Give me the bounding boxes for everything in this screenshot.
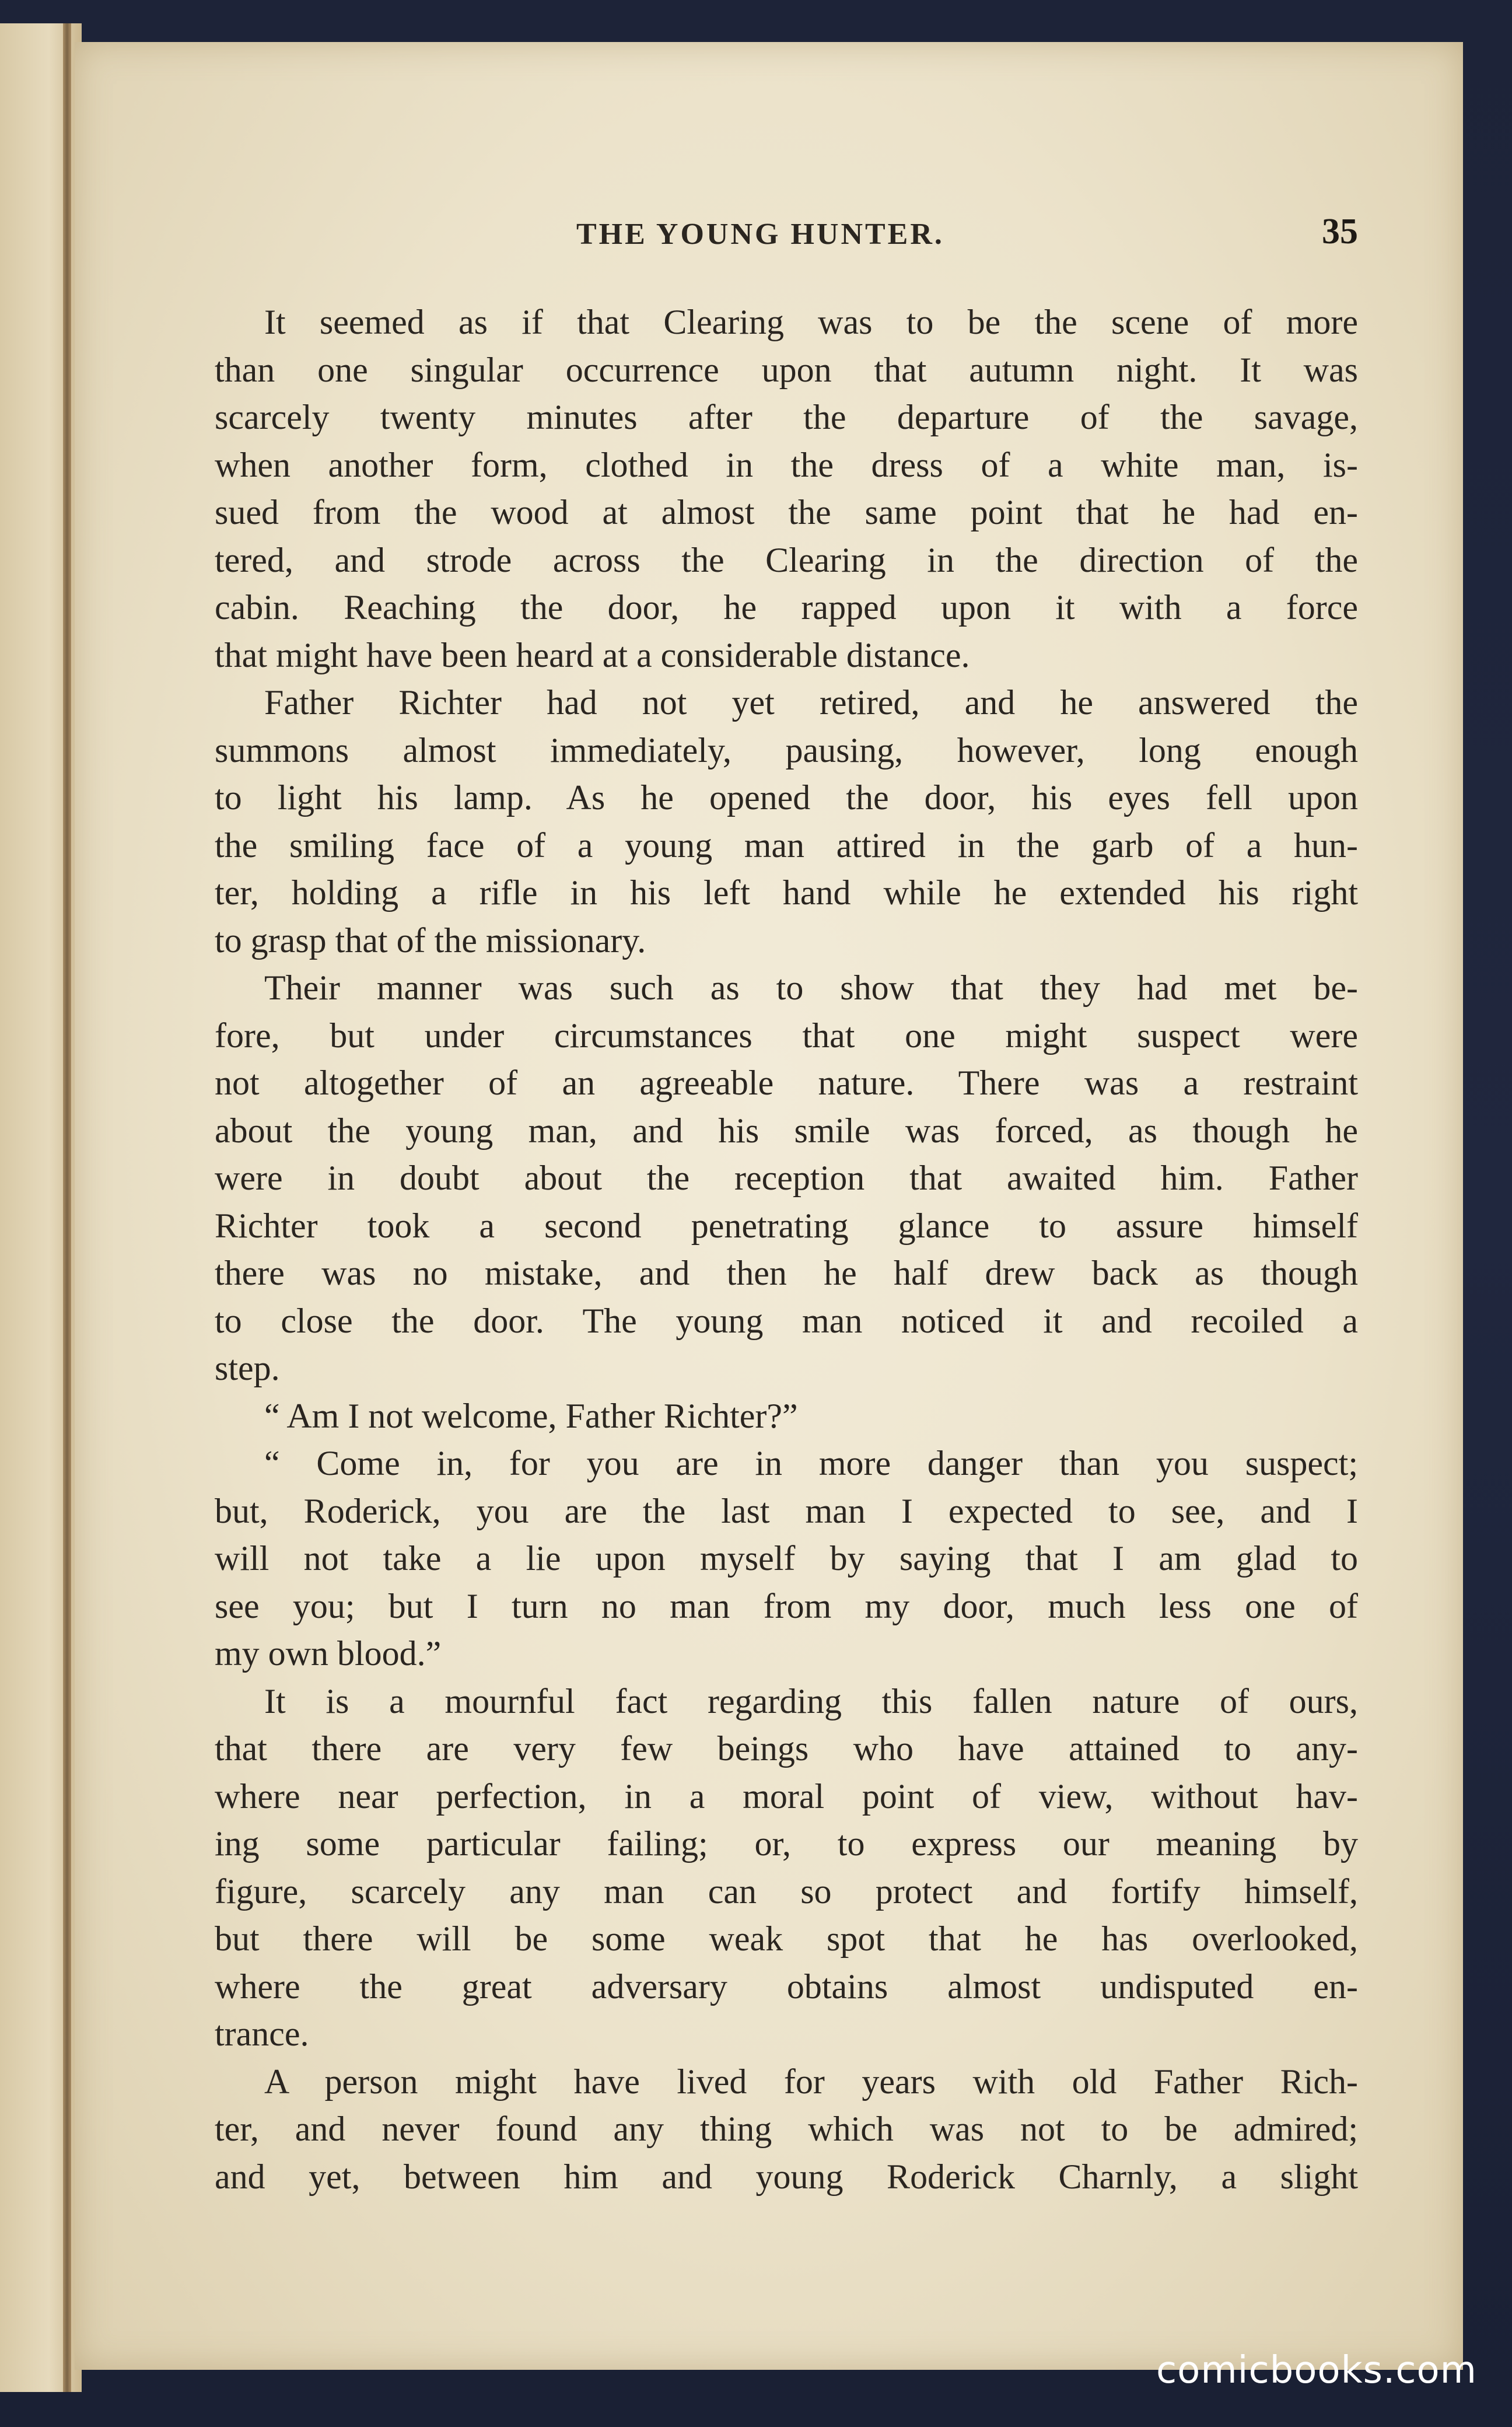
text-line: scarcely twenty minutes after the departure of the savage, — [215, 398, 1358, 436]
text-line: Their manner was such as to show that they had met be- — [264, 968, 1358, 1007]
text-line: my own blood.” — [215, 1634, 442, 1673]
text-line: but, Roderick, you are the last man I expected to see, and I — [215, 1491, 1358, 1530]
text-line: tered, and strode across the Clearing in the direction of the — [215, 540, 1358, 579]
text-line: Father Richter had not yet retired, and he answered the — [264, 683, 1358, 722]
text-line: about the young man, and his smile was forced, as though he — [215, 1111, 1358, 1150]
watermark: comicbooks.com — [1156, 2349, 1477, 2392]
text-line: step. — [215, 1349, 280, 1387]
text-line: figure, scarcely any man can so protect and fortify himself, — [215, 1872, 1358, 1911]
text-line: A person might have lived for years with old Father Rich- — [264, 2062, 1358, 2101]
page-number: 35 — [1322, 212, 1358, 251]
text-line: there was no mistake, and then he half drew back as though — [215, 1254, 1358, 1292]
book-page — [75, 42, 1463, 2370]
text-line: sued from the wood at almost the same point that he had en- — [215, 493, 1358, 531]
text-line: than one singular occurrence upon that autumn night. It was — [215, 350, 1358, 389]
text-line: to close the door. The young man noticed it and recoiled a — [215, 1301, 1358, 1340]
text-line: when another form, clothed in the dress of a white man, is- — [215, 445, 1358, 484]
text-line: Richter took a second penetrating glance to assure himself — [215, 1206, 1358, 1245]
text-line: not altogether of an agreeable nature. There was a restraint — [215, 1064, 1358, 1102]
text-line: It is a mournful fact regarding this fallen nature of ours, — [264, 1681, 1358, 1720]
book-spine — [63, 23, 71, 2392]
text-line: cabin. Reaching the door, he rapped upon it with a force — [215, 588, 1358, 627]
text-line: were in doubt about the reception that awaited him. Father — [215, 1159, 1358, 1197]
text-line: the smiling face of a young man attired in the garb of a hun- — [215, 826, 1358, 865]
text-line: to grasp that of the missionary. — [215, 921, 646, 960]
text-line: It seemed as if that Clearing was to be the scene of more — [264, 303, 1358, 341]
text-line: ter, and never found any thing which was not to be admired; — [215, 2110, 1358, 2148]
text-line: ing some particular failing; or, to express our meaning by — [215, 1824, 1358, 1863]
text-line: see you; but I turn no man from my door, much less one of — [215, 1586, 1358, 1625]
text-line: that might have been heard at a considerable distance. — [215, 635, 970, 674]
text-line: where near perfection, in a moral point of view, without hav- — [215, 1776, 1358, 1816]
text-line: “ Am I not welcome, Father Richter?” — [264, 1396, 798, 1435]
text-line: summons almost immediately, pausing, however, long enough — [215, 730, 1358, 770]
text-line: where the great adversary obtains almost undisputed en- — [215, 1967, 1358, 2006]
text-line: trance. — [215, 2015, 309, 2053]
text-line: will not take a lie upon myself by saying that I am glad to — [215, 1539, 1358, 1578]
text-line: and yet, between him and young Roderick Charnly, a slight — [215, 2157, 1358, 2196]
text-line: “ Come in, for you are in more danger than you suspect; — [264, 1444, 1358, 1482]
text-line: fore, but under circumstances that one might suspect were — [215, 1016, 1358, 1055]
text-line: ter, holding a rifle in his left hand while he extended his right — [215, 873, 1358, 912]
running-head: THE YOUNG HUNTER. — [576, 218, 944, 251]
text-line: that there are very few beings who have attained to any- — [215, 1729, 1358, 1768]
text-line: but there will be some weak spot that he has overlooked, — [215, 1919, 1358, 1958]
body-text — [215, 299, 1358, 2201]
text-line: to light his lamp. As he opened the door, his eyes fell upon — [215, 778, 1358, 817]
page-header — [215, 188, 1358, 252]
